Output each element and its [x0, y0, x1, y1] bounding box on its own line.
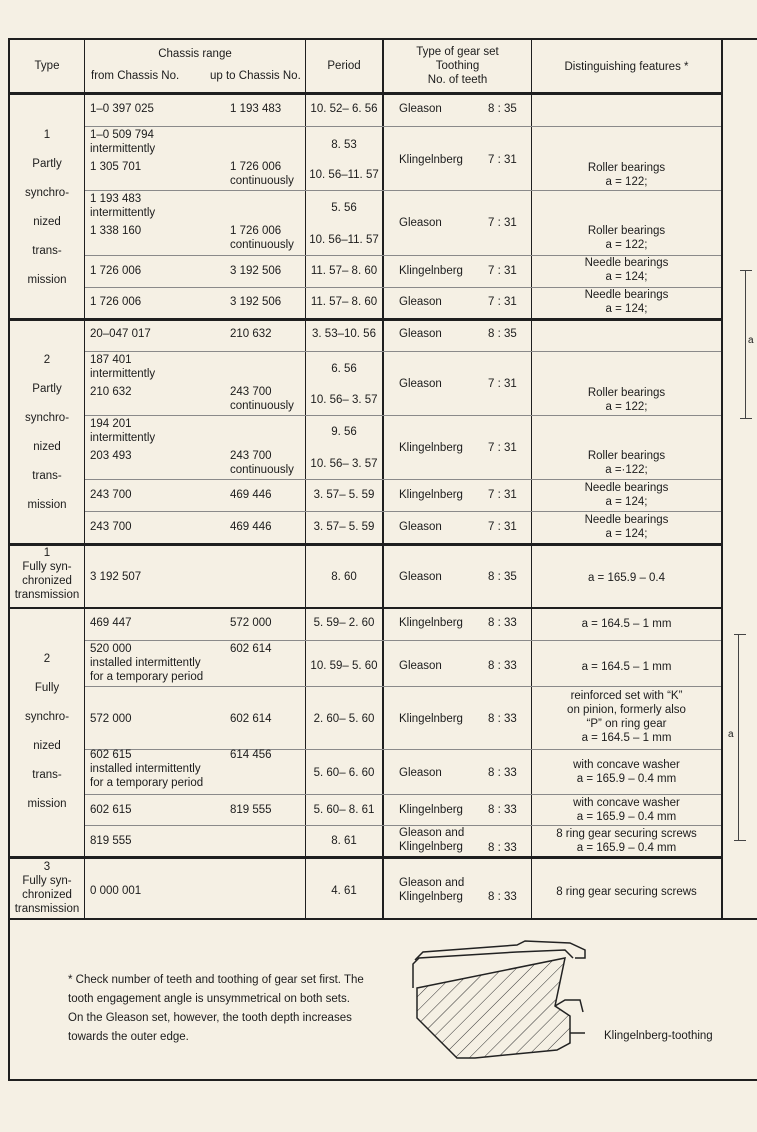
period: 9. 56: [331, 426, 357, 438]
gear-set: Gleason and: [399, 877, 465, 889]
row-separator: [85, 749, 721, 750]
type-label: synchro-: [24, 711, 70, 723]
header-bottom-border: [8, 92, 722, 95]
from-chassis-note: intermittently: [90, 432, 156, 444]
teeth: 8 : 33: [488, 713, 517, 725]
gear-set: Klingelnberg: [399, 442, 463, 454]
period: 10. 52– 6. 56: [310, 103, 378, 115]
up-to-chassis-note: continuously: [230, 400, 294, 412]
up-to-chassis: 1 726 006: [230, 225, 282, 237]
gear-set: Klingelnberg: [399, 841, 463, 853]
dimension-line: [745, 270, 746, 418]
from-chassis-note: for a temporary period: [90, 671, 204, 683]
from-chassis: 1 305 701: [90, 161, 142, 173]
right-border: [721, 38, 723, 918]
row-separator: [85, 190, 721, 191]
period: 5. 60– 6. 60: [313, 767, 375, 779]
type-label: 1: [43, 547, 51, 559]
feature: Needle bearings: [584, 514, 669, 526]
type-label: chronized: [22, 575, 72, 587]
up-to-chassis-note: continuously: [230, 239, 294, 251]
gear-set: Gleason and: [399, 827, 465, 839]
header-period: Period: [327, 60, 361, 72]
up-to-chassis: 243 700: [230, 386, 272, 398]
feature: Roller bearings: [587, 225, 666, 237]
from-chassis: 194 201: [90, 418, 132, 430]
row-separator: [85, 415, 721, 416]
gear-set: Gleason: [399, 217, 442, 229]
up-to-chassis: 1 726 006: [230, 161, 282, 173]
type-label: 2: [43, 354, 51, 366]
from-chassis: 1 726 006: [90, 296, 142, 308]
group-divider: [8, 543, 722, 546]
from-chassis-note: intermittently: [90, 368, 156, 380]
feature: Roller bearings: [587, 162, 666, 174]
up-to-chassis: 243 700: [230, 450, 272, 462]
from-chassis-note: installed intermittently: [90, 763, 201, 775]
row-separator: [85, 351, 721, 352]
period: 8. 53: [331, 139, 357, 151]
row-separator: [85, 511, 721, 512]
column-divider: [382, 38, 384, 918]
column-divider: [84, 38, 85, 918]
teeth: 8 : 33: [488, 891, 517, 903]
up-to-chassis: 602 614: [230, 643, 272, 655]
gear-set: Klingelnberg: [399, 804, 463, 816]
from-chassis: 203 493: [90, 450, 132, 462]
feature: with concave washer: [573, 797, 680, 809]
dimension-tick: [740, 418, 752, 419]
from-chassis: 243 700: [90, 489, 132, 501]
period: 11. 57– 8. 60: [310, 296, 378, 308]
feature: “P” on ring gear: [586, 718, 667, 730]
from-chassis: 1–0 397 025: [90, 103, 154, 115]
from-chassis: 1 726 006: [90, 265, 142, 277]
type-label: nized: [33, 441, 61, 453]
feature: a = 165.9 – 0.4: [587, 572, 666, 584]
teeth: 7 : 31: [488, 442, 517, 454]
from-chassis: 20–047 017: [90, 328, 151, 340]
up-to-chassis: 3 192 506: [230, 296, 282, 308]
header-type: Type: [34, 60, 60, 72]
type-label: synchro-: [24, 187, 70, 199]
feature: a = 124;: [605, 528, 648, 540]
type-label: Partly: [32, 383, 62, 395]
header-up-to-chassis: up to Chassis No.: [210, 70, 301, 82]
feature: Needle bearings: [584, 257, 669, 269]
from-chassis: 520 000: [90, 643, 132, 655]
type-label: trans-: [32, 769, 62, 781]
dimension-tick: [734, 840, 746, 841]
teeth: 7 : 31: [488, 265, 517, 277]
gear-set: Gleason: [399, 521, 442, 533]
gear-set: Klingelnberg: [399, 617, 463, 629]
up-to-chassis: 572 000: [230, 617, 272, 629]
up-to-chassis: 469 446: [230, 521, 272, 533]
feature: on pinion, formerly also: [567, 704, 686, 716]
type-label: Fully: [34, 682, 60, 694]
period: 6. 56: [331, 363, 357, 375]
header-no-of-teeth: No. of teeth: [427, 74, 488, 86]
from-chassis: 3 192 507: [90, 571, 142, 583]
teeth: 8 : 35: [488, 571, 517, 583]
teeth: 8 : 33: [488, 767, 517, 779]
period: 5. 60– 8. 61: [313, 804, 375, 816]
feature: Roller bearings: [587, 387, 666, 399]
type-label: transmission: [14, 903, 80, 915]
feature: a = 165.9 – 0.4 mm: [576, 842, 677, 854]
gear-set: Klingelnberg: [399, 154, 463, 166]
up-to-chassis: 614 456: [230, 749, 272, 761]
feature: a = 124;: [605, 303, 648, 315]
gear-set: Klingelnberg: [399, 713, 463, 725]
period: 10. 56– 3. 57: [310, 394, 378, 406]
period: 8. 61: [331, 835, 357, 847]
type-label: mission: [27, 798, 67, 810]
from-chassis: 1 193 483: [90, 193, 142, 205]
feature: a = 124;: [605, 271, 648, 283]
from-chassis: 572 000: [90, 713, 132, 725]
dimension-tick: [740, 270, 752, 271]
teeth: 8 : 33: [488, 804, 517, 816]
period: 2. 60– 5. 60: [313, 713, 375, 725]
header-toothing: Toothing: [435, 60, 480, 72]
up-to-chassis-note: continuously: [230, 464, 294, 476]
gear-set: Klingelnberg: [399, 489, 463, 501]
up-to-chassis: 602 614: [230, 713, 272, 725]
type-label: synchro-: [24, 412, 70, 424]
row-separator: [85, 686, 721, 687]
period: 5. 59– 2. 60: [313, 617, 375, 629]
group-divider: [8, 856, 722, 859]
teeth: 7 : 31: [488, 521, 517, 533]
feature: a = 164.5 – 1 mm: [581, 661, 672, 673]
period: 11. 57– 8. 60: [310, 265, 378, 277]
gear-set: Gleason: [399, 378, 442, 390]
feature: a = 122;: [605, 176, 648, 188]
up-to-chassis: 3 192 506: [230, 265, 282, 277]
type-label: mission: [27, 499, 67, 511]
type-label: Fully syn-: [22, 875, 72, 887]
row-separator: [85, 479, 721, 480]
feature: Needle bearings: [584, 289, 669, 301]
feature: Needle bearings: [584, 482, 669, 494]
gear-set: Gleason: [399, 103, 442, 115]
period: 10. 56–11. 57: [309, 169, 379, 181]
type-label: Fully syn-: [22, 561, 72, 573]
row-separator: [85, 640, 721, 641]
from-chassis: 469 447: [90, 617, 132, 629]
gear-set: Gleason: [399, 660, 442, 672]
header-gear-set: Type of gear set: [416, 46, 499, 58]
from-chassis: 243 700: [90, 521, 132, 533]
teeth: 8 : 35: [488, 103, 517, 115]
gear-set: Gleason: [399, 767, 442, 779]
header-chassis-range: Chassis range: [158, 48, 232, 60]
group-divider: [8, 607, 722, 609]
from-chassis-note: installed intermittently: [90, 657, 201, 669]
row-separator: [85, 794, 721, 795]
footer-bottom-border: [8, 1079, 757, 1081]
feature: Roller bearings: [587, 450, 666, 462]
header-from-chassis: from Chassis No.: [91, 70, 180, 82]
feature: with concave washer: [573, 759, 680, 771]
row-separator: [85, 126, 721, 127]
up-to-chassis: 469 446: [230, 489, 272, 501]
period: 3. 57– 5. 59: [313, 489, 375, 501]
teeth: 8 : 33: [488, 660, 517, 672]
from-chassis-note: intermittently: [90, 143, 156, 155]
period: 10. 59– 5. 60: [310, 660, 378, 672]
dimension-line: [738, 634, 739, 840]
from-chassis: 187 401: [90, 354, 132, 366]
period: 3. 53–10. 56: [312, 328, 376, 340]
from-chassis: 602 615: [90, 749, 132, 761]
up-to-chassis: 819 555: [230, 804, 272, 816]
header-features: Distinguishing features *: [564, 61, 689, 73]
from-chassis: 819 555: [90, 835, 132, 847]
period: 4. 61: [331, 885, 357, 897]
type-label: transmission: [14, 589, 80, 601]
feature: a =·122;: [605, 464, 648, 476]
feature: a = 164.5 – 1 mm: [581, 732, 672, 744]
teeth: 8 : 35: [488, 328, 517, 340]
period: 8. 60: [331, 571, 357, 583]
klingelnberg-toothing-diagram: [405, 938, 590, 1068]
dimension-label: a: [728, 729, 734, 740]
from-chassis: 1–0 509 794: [90, 129, 154, 141]
feature: 8 ring gear securing screws: [556, 886, 697, 898]
up-to-chassis-note: continuously: [230, 175, 294, 187]
feature: 8 ring gear securing screws: [556, 828, 697, 840]
type-label: mission: [27, 274, 67, 286]
period: 5. 56: [331, 202, 357, 214]
from-chassis: 0 000 001: [90, 885, 142, 897]
feature: a = 165.9 – 0.4 mm: [576, 773, 677, 785]
teeth: 8 : 33: [488, 842, 517, 854]
up-to-chassis: 210 632: [230, 328, 272, 340]
gear-set: Gleason: [399, 571, 442, 583]
period: 3. 57– 5. 59: [313, 521, 375, 533]
period: 10. 56– 3. 57: [310, 458, 378, 470]
from-chassis: 602 615: [90, 804, 132, 816]
type-label: nized: [33, 216, 61, 228]
teeth: 7 : 31: [488, 217, 517, 229]
feature: a = 164.5 – 1 mm: [581, 618, 672, 630]
type-label: 2: [43, 653, 51, 665]
feature: a = 165.9 – 0.4 mm: [576, 811, 677, 823]
teeth: 8 : 33: [488, 617, 517, 629]
type-label: 1: [43, 129, 51, 141]
from-chassis-note: for a temporary period: [90, 777, 204, 789]
teeth: 7 : 31: [488, 296, 517, 308]
feature: a = 122;: [605, 401, 648, 413]
from-chassis-note: intermittently: [90, 207, 156, 219]
from-chassis: 1 338 160: [90, 225, 142, 237]
figure-caption: Klingelnberg-toothing: [604, 1030, 713, 1042]
gear-set: Klingelnberg: [399, 891, 463, 903]
type-label: trans-: [32, 245, 62, 257]
teeth: 7 : 31: [488, 378, 517, 390]
gear-set: Gleason: [399, 328, 442, 340]
type-label: Partly: [32, 158, 62, 170]
feature: reinforced set with “K”: [570, 690, 683, 702]
gear-set: Klingelnberg: [399, 265, 463, 277]
gear-set: Gleason: [399, 296, 442, 308]
teeth: 7 : 31: [488, 489, 517, 501]
up-to-chassis: 1 193 483: [230, 103, 282, 115]
footnote: * Check number of teeth and toothing of gear set first. The tooth engagement angle is unsymmetrical on both sets. On the Gleason set, however, the tooth depth increases towards the outer edge.: [68, 974, 364, 1043]
dimension-tick: [734, 634, 746, 635]
type-label: 3: [43, 861, 51, 873]
period: 10. 56–11. 57: [309, 234, 379, 246]
type-label: nized: [33, 740, 61, 752]
table-bottom-border: [8, 918, 757, 920]
type-label: chronized: [22, 889, 72, 901]
teeth: 7 : 31: [488, 154, 517, 166]
type-label: trans-: [32, 470, 62, 482]
feature: a = 124;: [605, 496, 648, 508]
group-divider: [8, 318, 722, 321]
feature: a = 122;: [605, 239, 648, 251]
dimension-label: a: [748, 335, 754, 346]
from-chassis: 210 632: [90, 386, 132, 398]
